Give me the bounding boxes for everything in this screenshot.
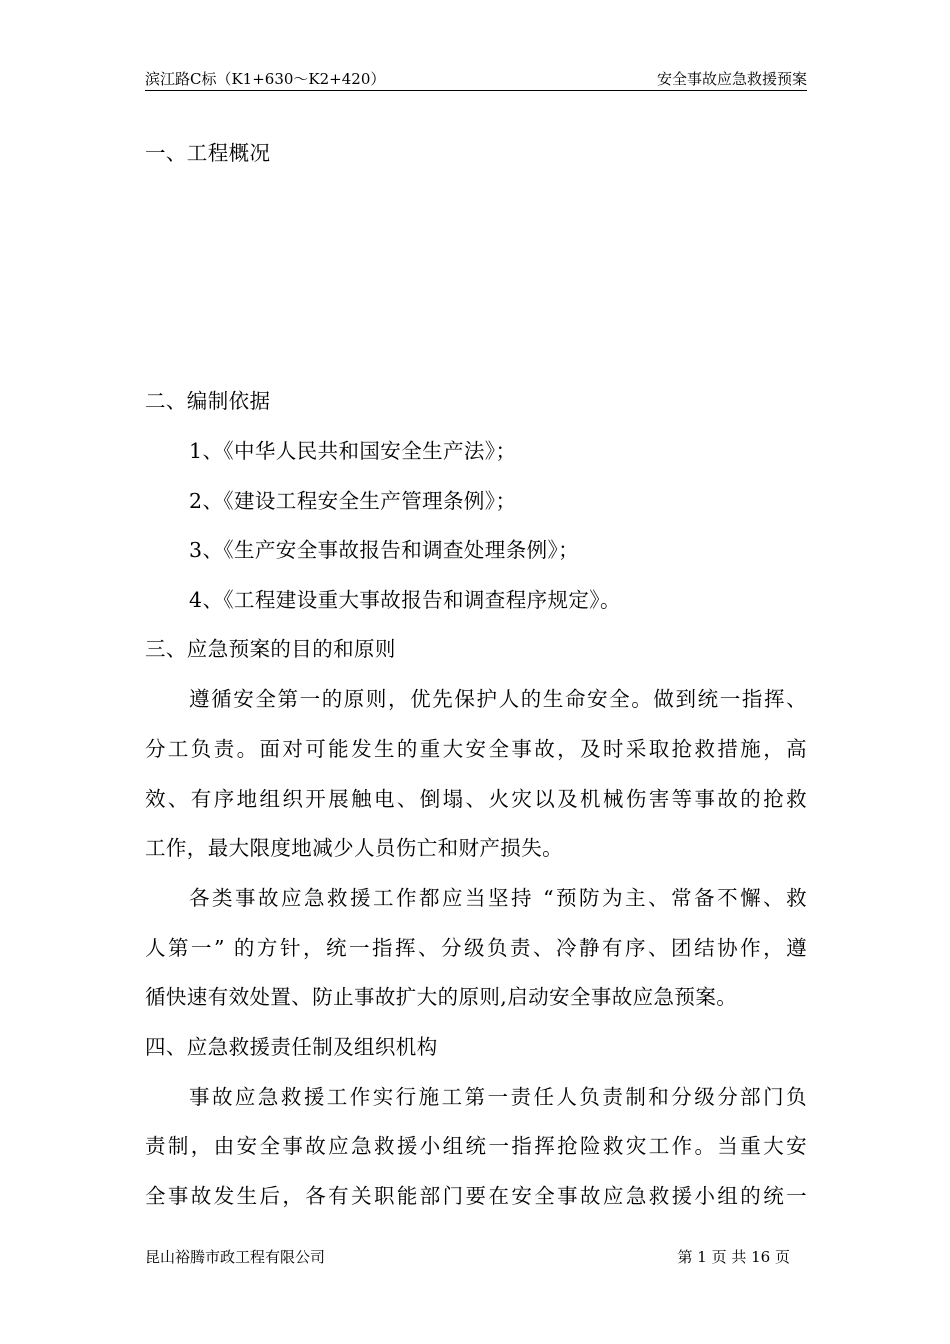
header-project-title: 滨江路C标（K1+630～K2+420） [145, 70, 386, 88]
paragraph-line: 工作，最大限度地减少人员伤亡和财产损失。 [145, 836, 563, 860]
section-heading-basis: 二、编制依据 [145, 389, 271, 413]
list-item: 1、《中华人民共和国安全生产法》； [189, 439, 517, 463]
page-header [145, 66, 807, 91]
footer-company-name: 昆山裕腾市政工程有限公司 [145, 1248, 326, 1266]
list-item: 2、《建设工程安全生产管理条例》； [189, 489, 517, 513]
paragraph-line: 遵循安全第一的原则，优先保护人的生命安全。做到统一指挥、 [189, 687, 807, 711]
header-document-title: 安全事故应急救援预案 [656, 70, 807, 88]
list-item: 4、《工程建设重大事故报告和调查程序规定》。 [189, 588, 621, 612]
section-heading-purpose: 三、应急预案的目的和原则 [145, 637, 396, 661]
paragraph-line: 事故应急救援工作实行施工第一责任人负责制和分级分部门负 [189, 1085, 807, 1109]
paragraph-line: 分工负责。面对可能发生的重大安全事故，及时采取抢救措施，高 [145, 737, 807, 761]
section-heading-overview: 一、工程概况 [145, 141, 271, 165]
paragraph-line: 责制，由安全事故应急救援小组统一指挥抢险救灾工作。当重大安 [145, 1134, 807, 1158]
list-item: 3、《生产安全事故报告和调查处理条例》； [189, 538, 580, 562]
paragraph-line: 各类事故应急救援工作都应当坚持 “预防为主、常备不懈、救 [189, 886, 807, 910]
section-heading-responsibility: 四、应急救援责任制及组织机构 [145, 1035, 438, 1059]
paragraph-line: 全事故发生后，各有关职能部门要在安全事故应急救援小组的统一 [145, 1184, 807, 1208]
footer-page-number: 第 1 页 共 16 页 [677, 1248, 790, 1266]
paragraph-line: 循快速有效处置、防止事故扩大的原则,启动安全事故应急预案。 [145, 985, 738, 1009]
paragraph-line: 人第一” 的方针，统一指挥、分级负责、冷静有序、团结协作，遵 [145, 936, 807, 960]
paragraph-line: 效、有序地组织开展触电、倒塌、火灾以及机械伤害等事故的抢救 [145, 787, 807, 811]
